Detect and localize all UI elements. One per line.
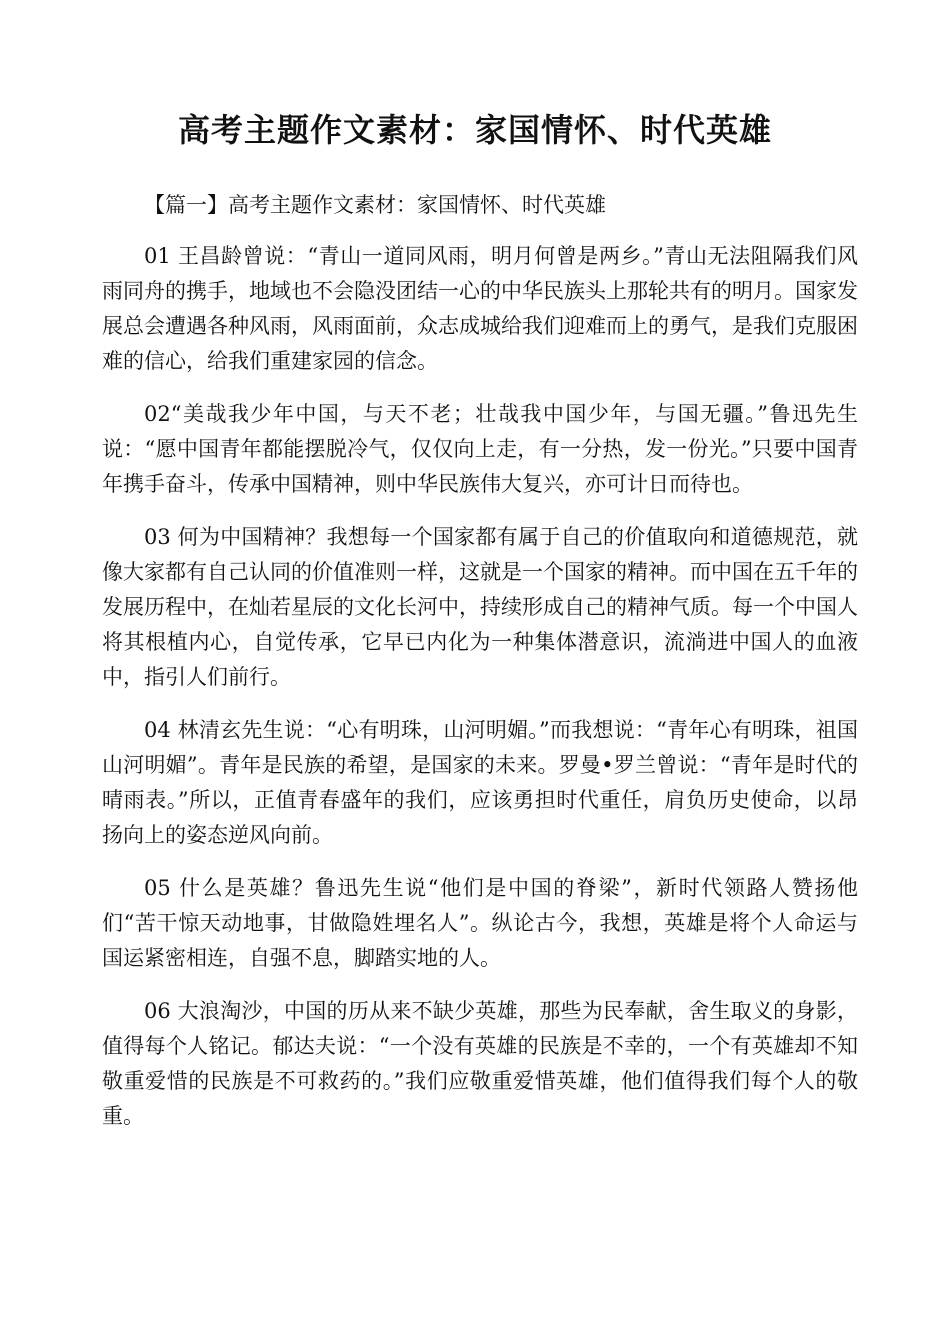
section-heading: 【篇一】高考主题作文素材：家国情怀、时代英雄 — [144, 193, 606, 217]
paragraph-01: 01 王昌龄曾说：“青山一道同风雨，明月何曾是两乡。”青山无法阻隔我们风雨同舟的携手，地域也不会隐没团结一心的中华民族头上那轮共有的明月。国家发展总会遭遇各种风雨，风雨面前，众志成城给我们迎难而上的勇气，是我们克服困难的信心，给我们重建家园的信念。 — [102, 244, 858, 373]
paragraph-02: 02“美哉我少年中国，与天不老；壮哉我中国少年，与国无疆。”鲁迅先生说：“愿中国青年都能摆脱冷气，仅仅向上走，有一分热，发一份光。”只要中国青年携手奋斗，传承中国精神，则中华民族伟大复兴，亦可计日而待也。 — [102, 402, 858, 496]
document-title: 高考主题作文素材：家国情怀、时代英雄 — [177, 111, 772, 149]
paragraph-06: 06 大浪淘沙，中国的历从来不缺少英雄，那些为民奉献，舍生取义的身影，值得每个人铭记。郁达夫说：“一个没有英雄的民族是不幸的，一个有英雄却不知敬重爱惜的民族是不可救药的。”我们应敬重爱惜英雄，他们值得我们每个人的敬重。 — [102, 999, 858, 1128]
paragraph-03: 03 何为中国精神？我想每一个国家都有属于自己的价值取向和道德规范，就像大家都有自己认同的价值准则一样，这就是一个国家的精神。而中国在五千年的发展历程中，在灿若星辰的文化长河中，持续形成自己的精神气质。每一个中国人将其根植内心，自觉传承，它早已内化为一种集体潜意识，流淌进中国人的血液中，指引人们前行。 — [102, 525, 858, 689]
paragraph-04: 04 林清玄先生说：“心有明珠，山河明媚。”而我想说：“青年心有明珠，祖国山河明媚”。青年是民族的希望，是国家的未来。罗曼•罗兰曾说：“青年是时代的晴雨表。”所以，正值青春盛年的我们，应该勇担时代重任，肩负历史使命，以昂扬向上的姿态逆风向前。 — [102, 718, 858, 847]
paragraph-05: 05 什么是英雄？鲁迅先生说“他们是中国的脊梁”，新时代领路人赞扬他们“苦干惊天动地事，甘做隐姓埋名人”。纵论古今，我想，英雄是将个人命运与国运紧密相连，自强不息，脚踏实地的人。 — [102, 876, 858, 970]
document-body — [102, 188, 858, 1152]
